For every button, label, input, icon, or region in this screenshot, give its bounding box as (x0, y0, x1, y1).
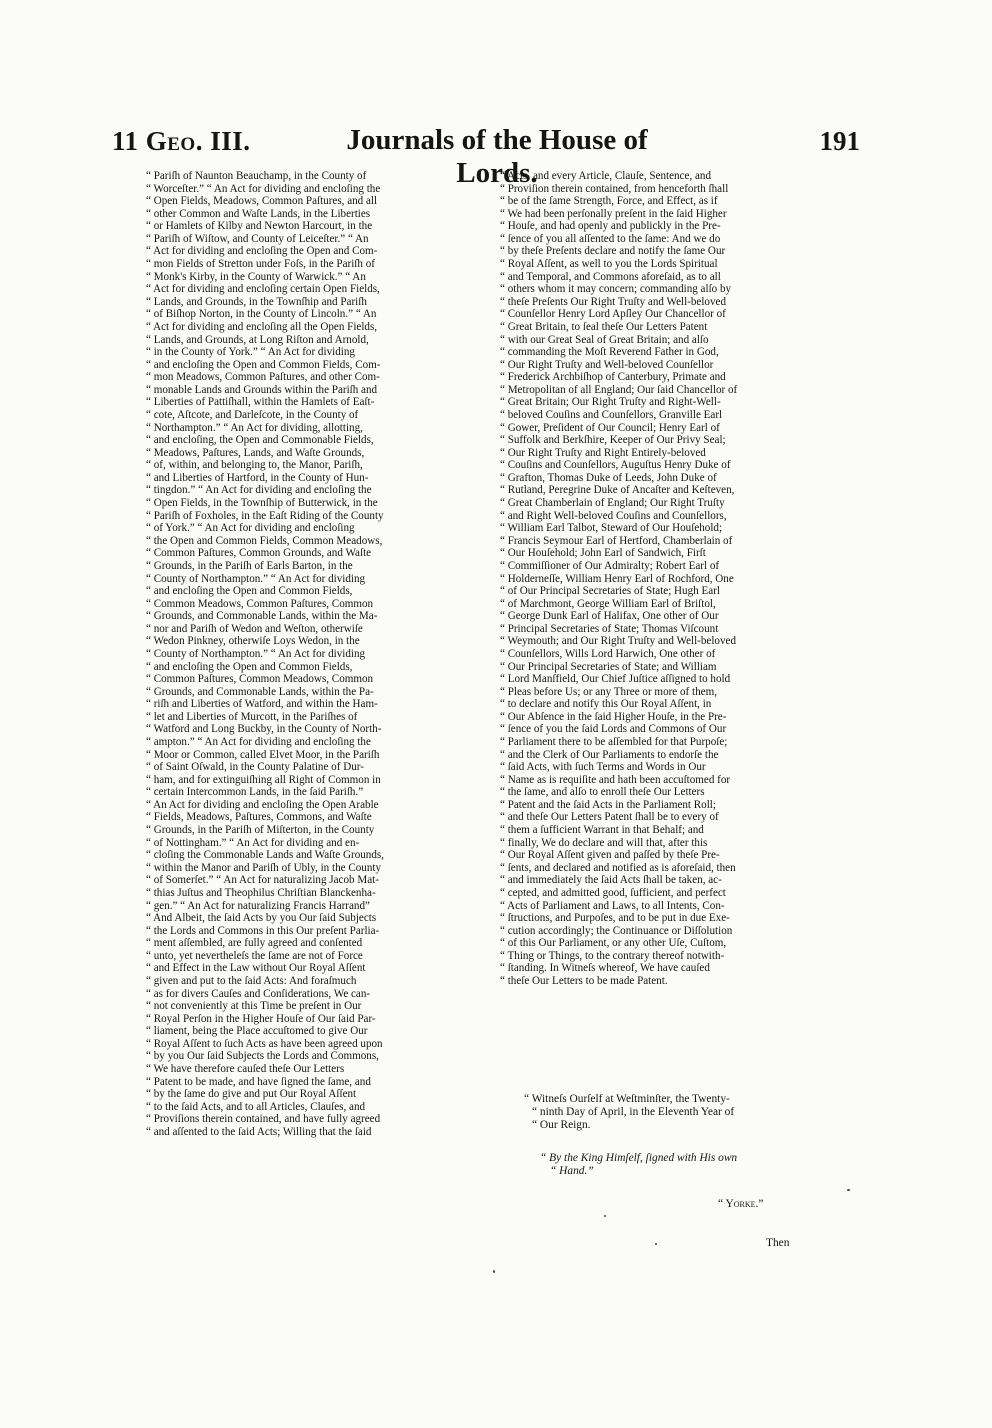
text-line: “ Open Fields, Meadows, Common Paſtures, and all (146, 195, 378, 208)
text-line: “ Commiſſioner of Our Admiralty; Robert Earl of (500, 559, 720, 572)
text-line: “ gen.” “ An Act for naturalizing Francis Harrand” (146, 899, 370, 912)
text-line: “ other Common and Waſte Lands, in the Liberties (146, 207, 371, 220)
text-line: “ and encloſing the Open and Common Fields, Com- (146, 358, 381, 371)
text-line: “ the Lords and Commons in this Our preſent Parlia- (146, 924, 380, 937)
text-line: “ Meadows, Paſtures, Lands, and Waſte Grounds, (146, 446, 365, 459)
text-line: “ Common Paſtures, Common Grounds, and Waſte (146, 547, 372, 560)
text-line: “ Moor or Common, called Elvet Moor, in the Pariſh (146, 748, 380, 761)
text-line: “ Parliament there to be aſſembled for that Purpoſe; (500, 736, 728, 749)
text-line: “ ſence of you the ſaid Lords and Commons of Our (500, 723, 727, 736)
witness-line: “ ninth Day of April, in the Eleventh Year of (532, 1106, 735, 1118)
text-line: “ and encloſing the Open and Common Fields, (146, 660, 353, 673)
text-line: “ certain Intercommon Lands, in the ſaid Pariſh.” (146, 786, 364, 799)
text-line: “ finally, We do declare and will that, after this (500, 836, 708, 849)
text-line: “ unto, yet nevertheleſs the ſame are not of Force (146, 949, 363, 962)
text-line: “ Act for dividing and encloſing all the Open Fields, (146, 320, 378, 333)
text-line: “ George Dunk Earl of Halifax, One other of Our (500, 610, 719, 623)
text-line: “ let and Liberties of Murcott, in the Pariſhes of (146, 710, 358, 723)
text-line: “ Counſellors, Wills Lord Harwich, One other of (500, 647, 716, 660)
text-line: “ of Biſhop Norton, in the County of Lincoln.” “ An (146, 308, 377, 321)
signed-line: “ By the King Himſelf, ſigned with His own (540, 1152, 738, 1164)
text-line: “ Pariſh of Naunton Beauchamp, in the County of (146, 170, 367, 182)
text-line: “ of Nottingham.” “ An Act for dividing and en- (146, 836, 360, 849)
text-line: “ ment aſſembled, are fully agreed and conſented (146, 937, 363, 950)
text-line: “ Counſellor Henry Lord Apſley Our Chancellor of (500, 308, 726, 321)
text-line: “ liament, being the Place accuſtomed to give Our (146, 1025, 368, 1038)
text-line: “ nor and Pariſh of Wedon and Weſton, otherwiſe (146, 622, 363, 635)
text-line: “ Royal Aſſent, as well to you the Lords Spiritual (500, 258, 718, 271)
right-column (500, 170, 810, 988)
ink-speck (655, 1243, 657, 1245)
text-line: “ ampton.” “ An Act for dividing and encloſing the (146, 736, 371, 749)
text-line: “ Our Royal Aſſent given and paſſed by theſe Pre- (500, 849, 720, 862)
text-line: “ ſence of you all aſſented to the ſame: And we do (500, 232, 721, 245)
text-line: “ Our Abſence in the ſaid Higher Houſe, in the Pre- (500, 710, 727, 723)
ink-speck (847, 1189, 850, 1191)
text-line: “ cloſing the Commonable Lands and Waſte Grounds, (146, 849, 384, 862)
text-line: “ mon Meadows, Common Paſtures, and other Com- (146, 371, 380, 384)
text-line: “ theſe Preſents Our Right Truſty and Well-beloved (500, 295, 726, 308)
text-line: “ Our Principal Secretaries of State; and William (500, 660, 717, 673)
page-number: 191 (819, 126, 860, 156)
text-line: “ Weymouth; and Our Right Truſty and Well-beloved (500, 635, 736, 648)
text-line: “ Principal Secretaries of State; Thomas Viſcount (500, 622, 719, 635)
text-line: “ Patent and the ſaid Acts in the Parliament Roll; (500, 798, 716, 811)
text-line: “ Act for dividing and encloſing certain Open Fields, (146, 283, 380, 296)
text-line: “ Fields, Meadows, Paſtures, Commons, and Waſte (146, 811, 372, 824)
text-line: “ the Open and Common Fields, Common Meadows, (146, 534, 383, 547)
text-line: “ William Earl Talbot, Steward of Our Houſehold; (500, 522, 723, 535)
text-line: “ by theſe Preſents declare and notify the ſame Our (500, 245, 726, 258)
text-line: “ them a ſufficient Warrant in that Behalf; and (500, 824, 704, 837)
text-line: “ Great Chamberlain of England; Our Right Truſty (500, 497, 725, 510)
text-line: “ Grounds, in the Pariſh of Earls Barton, in the (146, 559, 353, 572)
text-line: “ Metropolitan of all England; Our ſaid Chancellor of (500, 383, 738, 396)
text-line: “ and aſſented to the ſaid Acts; Willing that the ſaid (146, 1125, 372, 1138)
text-line: “ and encloſing, the Open and Commonable Fields, (146, 434, 374, 447)
text-line: “ Grounds, in the Pariſh of Miſterton, in the County (146, 824, 375, 837)
text-line: “ Wedon Pinkney, otherwiſe Loys Wedon, in the (146, 635, 360, 648)
text-line: “ cepted, and admitted good, ſufficient, and perfect (500, 886, 726, 899)
text-line: “ Lands, and Grounds, at Long Riſton and Arnold, (146, 333, 369, 346)
text-line: “ to declare and notify this Our Royal Aſſent, in (500, 698, 712, 711)
text-line: “ Our Right Truſty and Well-beloved Counſellor (500, 358, 714, 371)
text-line: “ Houſe, and had openly and publickly in the Pre- (500, 220, 721, 233)
text-line: “ Rutland, Peregrine Duke of Ancaſter and Keſteven, (500, 484, 735, 497)
text-line: “ Northampton.” “ An Act for dividing, allotting, (146, 421, 363, 434)
text-line: “ others whom it may concern; commanding alſo by (500, 283, 732, 296)
text-line: “ by the ſame do give and put Our Royal Aſſent (146, 1088, 357, 1101)
text-line: “ Liberties of Pattiſhall, within the Hamlets of Eaſt- (146, 396, 375, 409)
text-line: “ thias Juſtus and Theophilus Chriſtian Blanckenha- (146, 886, 376, 899)
text-line: “ County of Northampton.” “ An Act for dividing (146, 572, 366, 585)
text-line: “ tingdon.” “ An Act for dividing and encloſing the (146, 484, 372, 497)
text-line: “ Acts, and every Article, Clauſe, Sentence, and (500, 170, 712, 182)
text-line: “ monable Lands and Grounds within the Pariſh and (146, 383, 378, 396)
text-line: “ We had been perſonally preſent in the ſaid Higher (500, 207, 727, 220)
text-line: “ ſents, and declared and notified as is aforeſaid, then (500, 861, 736, 874)
text-line: “ Monk's Kirby, in the County of Warwick.” “ An (146, 270, 366, 283)
text-line: “ Common Paſtures, Common Meadows, Common (146, 673, 374, 686)
text-line: “ and Effect in the Law without Our Royal Aſſent (146, 962, 366, 975)
text-line: “ of Marchmont, George William Earl of Briſtol, (500, 597, 716, 610)
text-line: “ cution accordingly; the Continuance or Diſſolution (500, 924, 733, 937)
text-line: “ with our Great Seal of Great Britain; and alſo (500, 333, 709, 346)
text-line: “ and theſe Our Letters Patent ſhall be to every of (500, 811, 719, 824)
text-line: “ and encloſing the Open and Common Fields, (146, 585, 353, 598)
text-line: “ theſe Our Letters to be made Patent. (500, 975, 668, 987)
text-line: “ Holderneſſe, William Henry Earl of Rochford, One (500, 572, 734, 585)
text-line: “ and immediately the ſaid Acts ſhall be taken, ac- (500, 874, 722, 887)
text-line: “ in the County of York.” “ An Act for dividing (146, 346, 355, 359)
text-line: “ Acts of Parliament and Laws, to all Intents, Con- (500, 899, 725, 912)
text-line: “ ſtanding. In Witneſs whereof, We have cauſed (500, 962, 710, 975)
text-line: “ of, within, and belonging to, the Manor, Pariſh, (146, 459, 363, 472)
text-line: “ mon Fields of Stretton under Foſs, in the Pariſh of (146, 258, 375, 271)
catchword: Then (766, 1237, 790, 1249)
text-line: “ Proviſions therein contained, and have fully agreed (146, 1113, 381, 1126)
text-line: “ Open Fields, in the Townſhip of Butterwick, in the (146, 497, 378, 510)
text-line: “ Name as is requiſite and hath been accuſtomed for (500, 773, 731, 786)
text-line: “ Grafton, Thomas Duke of Leeds, John Duke of (500, 471, 717, 484)
text-line: “ Royal Perſon in the Higher Houſe of Our ſaid Par- (146, 1012, 376, 1025)
text-line: “ Patent to be made, and have ſigned the ſame, and (146, 1075, 371, 1088)
text-line: “ and Right Well-beloved Couſins and Counſellors, (500, 509, 727, 522)
text-line: “ Our Right Truſty and Right Entirely-beloved (500, 446, 706, 459)
text-line: “ Lord Manſfield, Our Chief Juſtice aſſigned to hold (500, 673, 731, 686)
text-line: “ County of Northampton.” “ An Act for dividing (146, 647, 366, 660)
ink-speck (493, 1270, 495, 1273)
text-line: “ ham, and for extinguiſhing all Right of Common in (146, 773, 381, 786)
text-line: “ Act for dividing and encloſing the Open and Com- (146, 245, 378, 258)
text-line: “ and the Clerk of Our Parliaments to endorſe the (500, 748, 719, 761)
left-column (146, 170, 490, 1139)
text-line: “ given and put to the ſaid Acts: And foraſmuch (146, 975, 357, 987)
text-line: “ and Liberties of Hartford, in the County of Hun- (146, 471, 369, 484)
text-line: “ commanding the Moſt Reverend Father in God, (500, 346, 719, 359)
text-line: “ Thing or Things, to the contrary thereof notwith- (500, 949, 725, 962)
text-line: “ by you Our ſaid Subjects the Lords and Commons, (146, 1050, 379, 1063)
text-line: “ of this Our Parliament, or any other Uſe, Cuſtom, (500, 937, 727, 950)
text-line: “ the ſame, and alſo to enroll theſe Our Letters (500, 786, 705, 799)
text-line: “ ſaid Acts, with ſuch Terms and Words in Our (500, 761, 706, 774)
text-line: “ Our Houſehold; John Earl of Sandwich, Firſt (500, 547, 706, 560)
text-line: “ within the Manor and Pariſh of Ubly, in the County (146, 861, 381, 874)
text-line: “ as for divers Cauſes and Conſiderations, We can- (146, 987, 371, 1000)
text-line: “ Gower, Preſident of Our Council; Henry Earl of (500, 421, 720, 434)
text-line: “ Grounds, and Commonable Lands, within the Pa- (146, 685, 374, 698)
regnal-year: 11 Geo. III. (112, 126, 251, 156)
text-line: “ Francis Seymour Earl of Hertford, Chamberlain of (500, 534, 733, 547)
text-line: “ of Saint Oſwald, in the County Palatine of Dur- (146, 761, 364, 774)
text-line: “ And Albeit, the ſaid Acts by you Our ſaid Subjects (146, 912, 377, 925)
text-line: “ Proviſion therein contained, from henceforth ſhall (500, 182, 729, 195)
text-line: “ Suffolk and Berkſhire, Keeper of Our Privy Seal; (500, 434, 726, 447)
text-line: “ Pleas before Us; or any Three or more of them, (500, 685, 717, 698)
text-line: “ and Temporal, and Commons aforeſaid, as to all (500, 270, 721, 283)
running-title: Journals of the House of Lords. (346, 124, 648, 189)
text-line: “ ſtructions, and Purpoſes, and to be put in due Exe- (500, 912, 730, 925)
text-line: “ to the ſaid Acts, and to all Articles, Clauſes, and (146, 1100, 366, 1113)
text-line: “ beloved Couſins and Counſellors, Granville Earl (500, 408, 723, 421)
text-line: “ Grounds, and Commonable Lands, within the Ma- (146, 610, 378, 623)
text-line: “ be of the ſame Strength, Force, and Effect, as if (500, 195, 718, 208)
text-line: “ cote, Aſtcote, and Darleſcote, in the County of (146, 408, 359, 421)
text-line: “ Great Britain, to ſeal theſe Our Letters Patent (500, 320, 708, 333)
text-line: “ Lands, and Grounds, in the Townſhip and Pariſh (146, 295, 367, 308)
text-line: “ Frederick Archbiſhop of Canterbury, Primate and (500, 371, 726, 384)
signed-line: “ Hand.” (550, 1165, 594, 1177)
text-line: “ We have therefore cauſed theſe Our Letters (146, 1063, 345, 1076)
text-line: “ Great Britain; Our Right Truſty and Right-Well- (500, 396, 721, 409)
text-line: “ An Act for dividing and encloſing the Open Arable (146, 798, 379, 811)
ink-speck (604, 1215, 606, 1217)
text-line: “ Couſins and Counſellors, Auguſtus Henry Duke of (500, 459, 731, 472)
witness-line: “ Our Reign. (532, 1119, 591, 1131)
text-line: “ Worceſter.” “ An Act for dividing and encloſing the (146, 182, 381, 195)
text-line: “ of York.” “ An Act for dividing and encloſing (146, 522, 355, 535)
text-line: “ Royal Aſſent to ſuch Acts as have been agreed upon (146, 1037, 383, 1050)
witness-line: “ Witneſs Ourſelf at Weſtminſter, the Twenty- (524, 1093, 730, 1105)
text-line: “ not conveniently at this Time be preſent in Our (146, 1000, 362, 1013)
text-line: “ Common Meadows, Common Paſtures, Common (146, 597, 374, 610)
text-line: “ Pariſh of Wiſtow, and County of Leiceſter.” “ An (146, 232, 369, 245)
text-line: “ of Somerſet.” “ An Act for naturalizing Jacob Mat- (146, 874, 379, 887)
royal-signature-note (540, 1152, 810, 1178)
text-line: “ Watford and Long Buckby, in the County of North- (146, 723, 382, 736)
signatory: “ Yorke.” (718, 1198, 764, 1210)
text-line: “ riſh and Liberties of Watford, and within the Ham- (146, 698, 378, 711)
text-line: “ of Our Principal Secretaries of State; Hugh Earl (500, 585, 720, 598)
text-line: “ Pariſh of Foxholes, in the Eaſt Riding of the County (146, 509, 384, 522)
text-line: “ or Hamlets of Kilby and Newton Harcourt, in the (146, 220, 373, 233)
witness-clause (524, 1093, 814, 1132)
